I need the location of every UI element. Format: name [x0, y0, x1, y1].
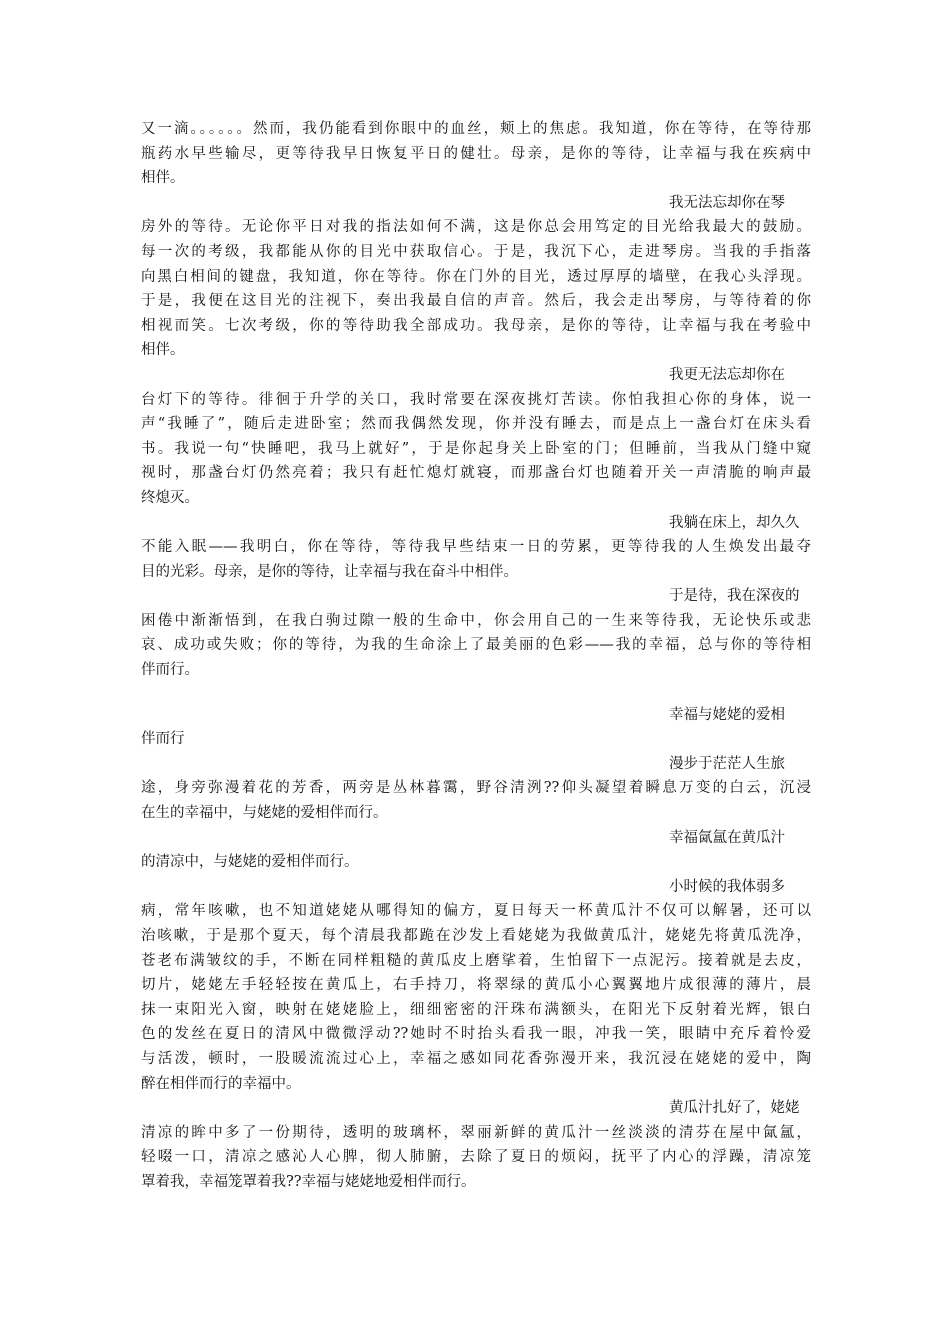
text-line: 声“我睡了”，随后走进卧室；然而我偶然发现，你并没有睡去，而是点上一盏台灯在床头看: [141, 416, 811, 433]
text-line: 我无法忘却你在琴: [669, 194, 785, 211]
text-line: 罩着我，幸福笼罩着我??幸福与姥姥地爱相伴而行。: [141, 1173, 476, 1190]
text-line: 在生的幸福中，与姥姥的爱相伴而行。: [141, 805, 388, 822]
text-line: 病，常年咳嗽，也不知道姥姥从哪得知的偏方，夏日每天一杯黄瓜汁不仅可以解暑，还可以: [141, 903, 811, 920]
text-line: 书。我说一句“快睡吧，我马上就好”，于是你起身关上卧室的门；但睡前，当我从门缝中窥: [141, 440, 811, 457]
section-gap: [141, 683, 811, 703]
text-line: 切片，姥姥左手轻轻按在黄瓜上，右手持刀，将翠绿的黄瓜小心翼翼地片成很薄的薄片，晨: [141, 977, 811, 994]
text-line: 幸福氤氲在黄瓜汁: [669, 829, 785, 846]
text-line: 于是，我便在这目光的注视下，奏出我最自信的声音。然后，我会走出琴房，与等待着的你: [141, 293, 811, 310]
text-line: 途，身旁弥漫着花的芳香，两旁是丛林暮霭，野谷清洌??仰头凝望着瞬息万变的白云，沉浸: [141, 780, 811, 797]
text-line: 伴而行。: [141, 662, 199, 679]
text-line: 目的光彩。母亲，是你的等待，让幸福与我在奋斗中相伴。: [141, 563, 518, 580]
essay-grandma-love: [141, 703, 811, 1195]
text-line: 每一次的考级，我都能从你的目光中获取信心。于是，我沉下心，走进琴房。当我的手指落: [141, 243, 811, 260]
document-page: [141, 117, 811, 1195]
text-line: 向黑白相间的键盘，我知道，你在等待。你在门外的目光，透过厚厚的墙壁，在我心头浮现。: [141, 268, 811, 285]
text-line: 漫步于茫茫人生旅: [669, 755, 785, 772]
text-line: 不能入眠——我明白，你在等待，等待我早些结束一日的劳累，更等待我的人生焕发出最夺: [141, 539, 811, 556]
text-line: 与活泼，顿时，一股暖流流过心上，幸福之感如同花香弥漫开来，我沉浸在姥姥的爱中，陶: [141, 1050, 811, 1067]
text-line: 伴而行: [141, 731, 185, 748]
text-line: 色的发丝在夏日的清风中微微浮动??她时不时抬头看我一眼，冲我一笑，眼睛中充斥着怜爱: [141, 1026, 811, 1043]
text-line: 苍老布满皱纹的手，不断在同样粗糙的黄瓜皮上磨挲着，生怕留下一点泥污。接着就是去皮，: [141, 952, 811, 969]
text-line: 轻啜一口，清凉之感沁人心脾，彻人肺腑，去除了夏日的烦闷，抚平了内心的浮躁，清凉笼: [141, 1149, 811, 1166]
text-line: 终熄灭。: [141, 489, 199, 506]
text-line: 哀、成功或失败；你的等待，为我的生命涂上了最美丽的色彩——我的幸福，总与你的等待相: [141, 637, 811, 654]
text-line: 相伴。: [141, 170, 185, 187]
text-line: 抹一束阳光入窗，映射在姥姥脸上，细细密密的汗珠布满额头，在阳光下反射着光辉，银白: [141, 1001, 811, 1018]
text-line: 清凉的眸中多了一份期待，透明的玻璃杯，翠丽新鲜的黄瓜汁一丝淡淡的清芬在屋中氤氲，: [141, 1124, 811, 1141]
text-line: 房外的等待。无论你平日对我的指法如何不满，这是你总会用笃定的目光给我最大的鼓励。: [141, 219, 811, 236]
text-line: 瓶药水早些输尽，更等待我早日恢复平日的健壮。母亲，是你的等待，让幸福与我在疾病中: [141, 145, 811, 162]
text-line: 相视而笑。七次考级，你的等待助我全部成功。我母亲，是你的等待，让幸福与我在考验中: [141, 317, 811, 334]
text-line: 醉在相伴而行的幸福中。: [141, 1075, 301, 1092]
text-line: 我更无法忘却你在: [669, 366, 785, 383]
text-line: 幸福与姥姥的爱相: [669, 706, 785, 723]
text-line: 困倦中渐渐悟到，在我白驹过隙一般的生命中，你会用自己的一生来等待我，无论快乐或悲: [141, 612, 811, 629]
essay-mother-waiting: [141, 117, 811, 683]
text-line: 治咳嗽，于是那个夏天，每个清晨我都跪在沙发上看姥姥为我做黄瓜汁，姥姥先将黄瓜洗净，: [141, 928, 811, 944]
text-line: 相伴。: [141, 342, 185, 359]
text-line: 的清凉中，与姥姥的爱相伴而行。: [141, 854, 359, 871]
text-line: 又一滴。。。。。。然而，我仍能看到你眼中的血丝，颊上的焦虑。我知道，你在等待，在等待那: [141, 121, 811, 137]
text-line: 视时，那盏台灯仍然亮着；我只有赶忙熄灯就寝，而那盏台灯也随着开关一声清脆的响声最: [141, 465, 811, 482]
text-line: 黄瓜汁扎好了，姥姥: [669, 1100, 800, 1117]
text-line: 台灯下的等待。徘徊于升学的关口，我时常要在深夜挑灯苦读。你怕我担心你的身体，说一: [141, 391, 811, 408]
text-line: 于是待，我在深夜的: [669, 588, 800, 605]
text-line: 小时候的我体弱多: [669, 878, 785, 895]
text-line: 我躺在床上，却久久: [669, 514, 800, 531]
